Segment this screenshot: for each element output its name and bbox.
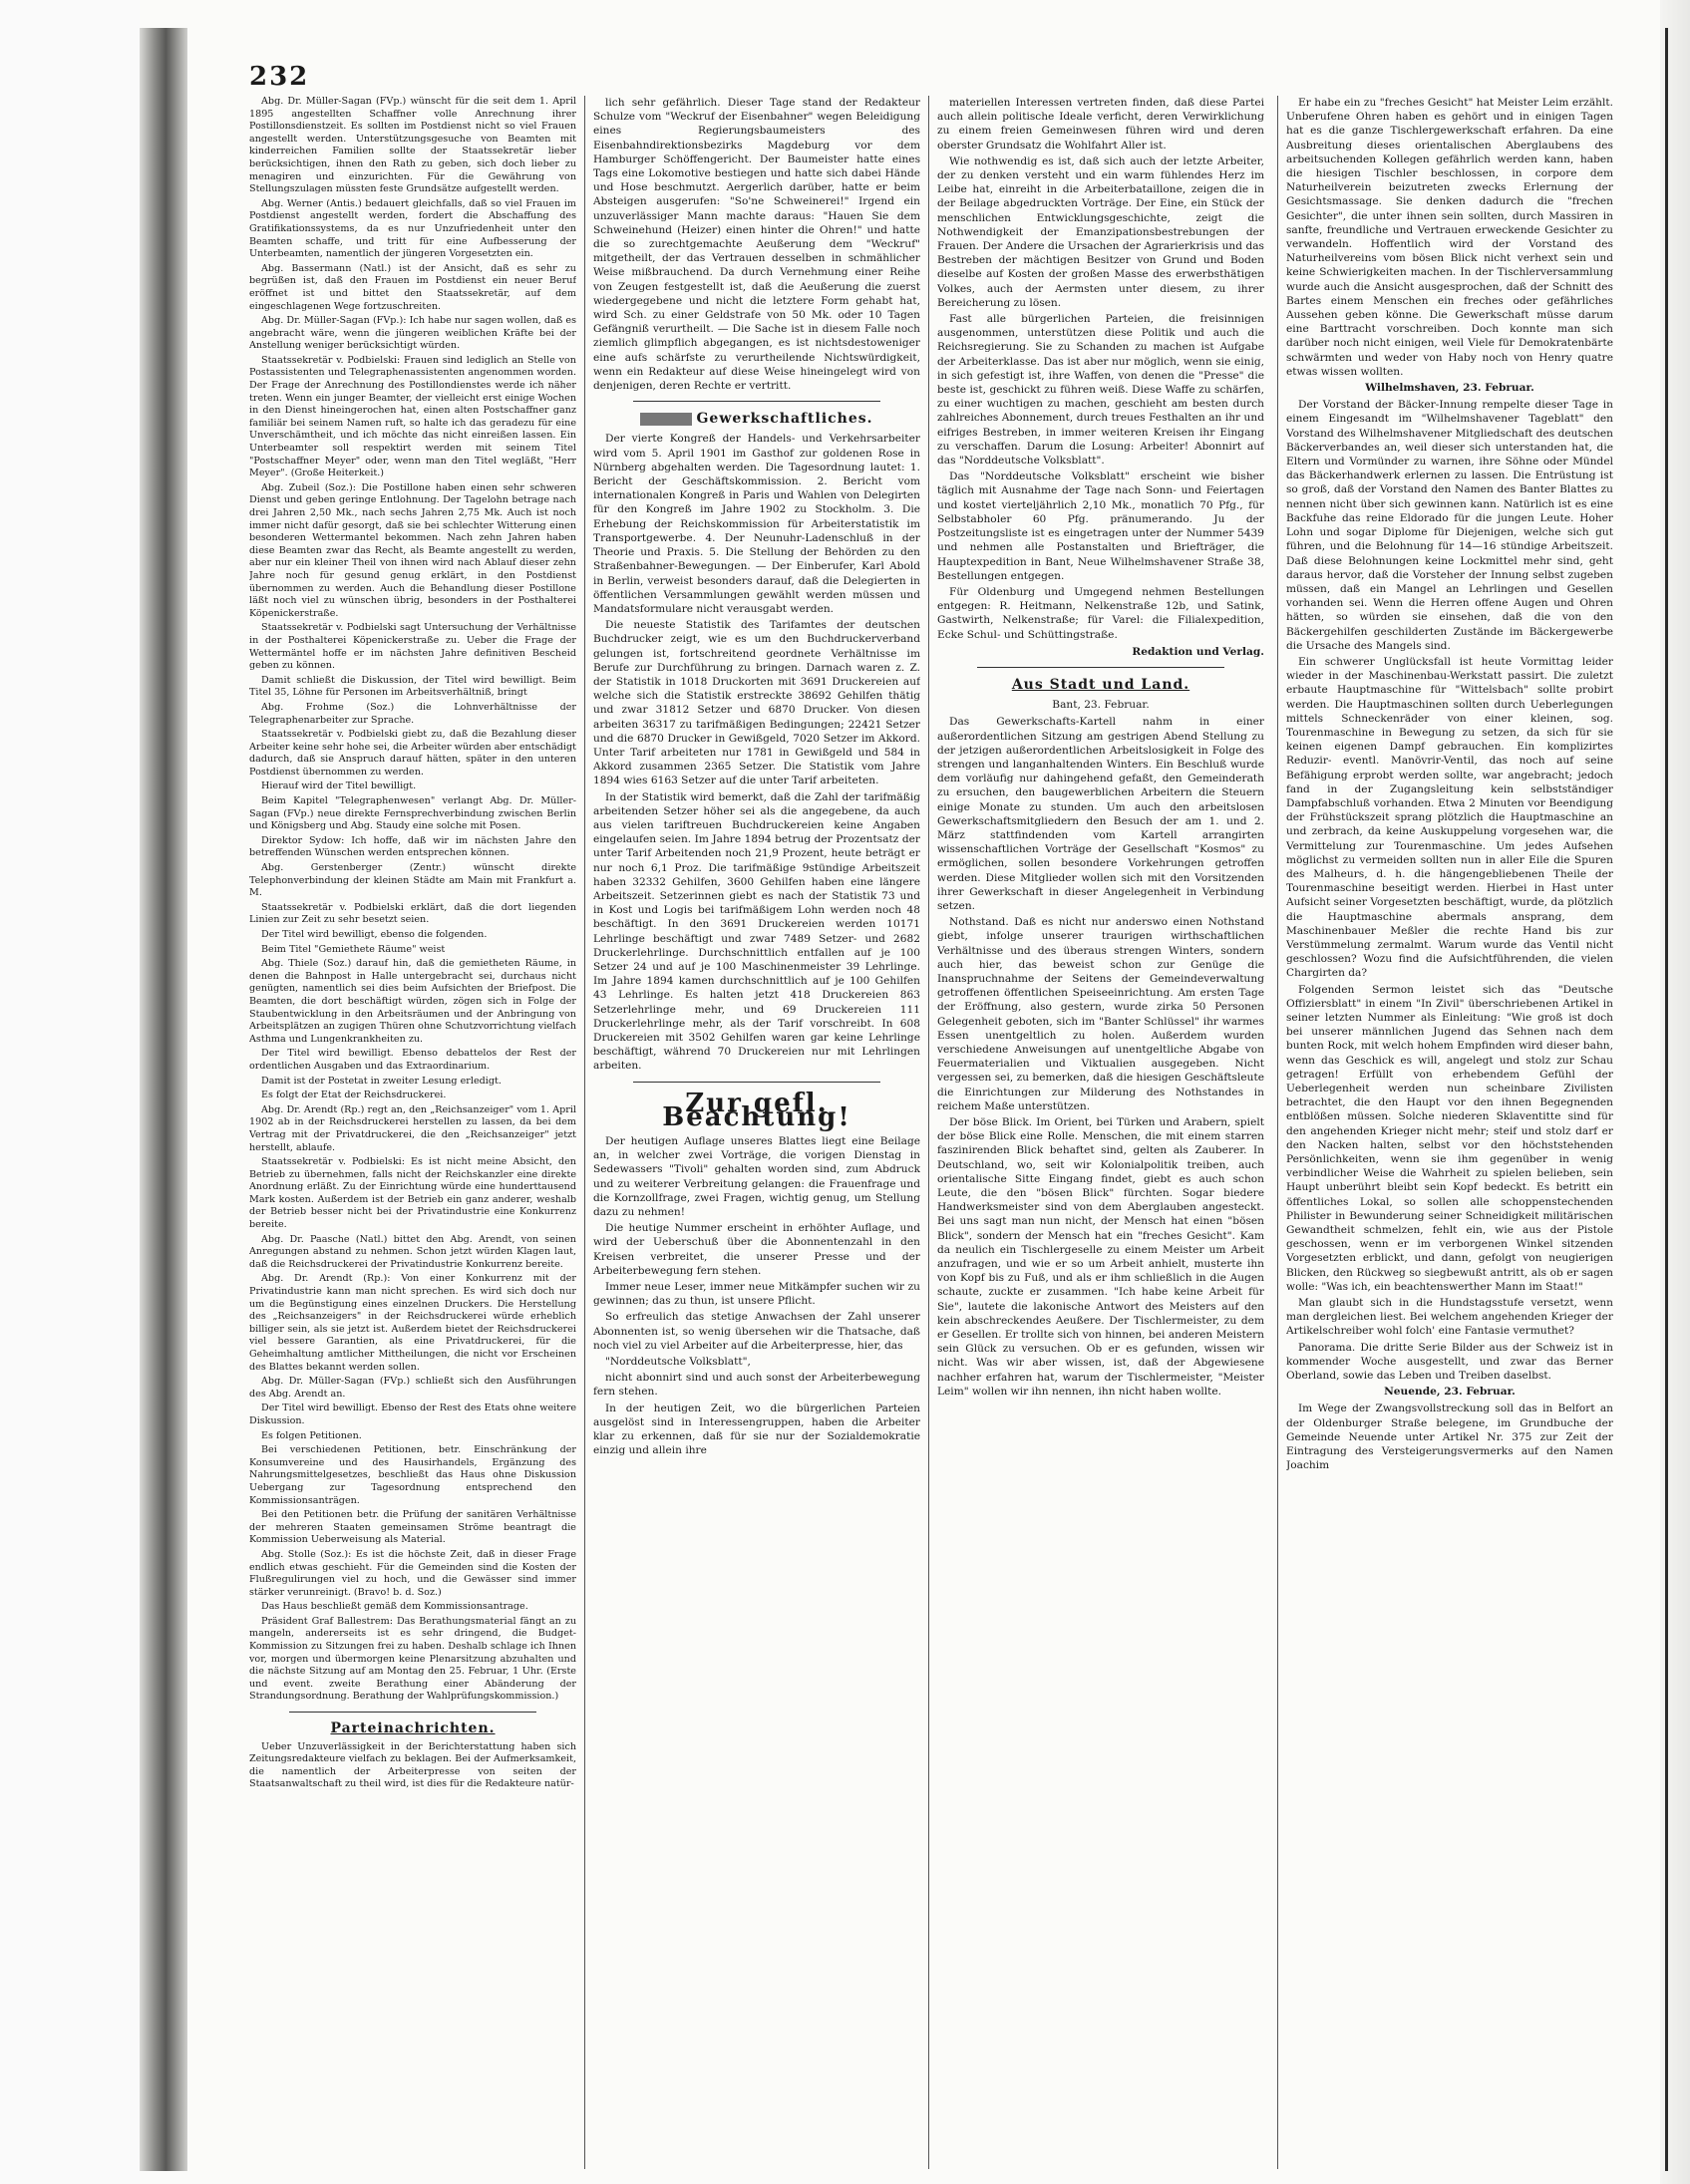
paragraph: In der heutigen Zeit, wo die bürgerlichen Parteien ausgelöst sind in Interessengruppen, haben die Arbeiter klar zu erkennen, daß für sie nur der Sozialdemokratie einzig und allein ihre — [593, 1402, 920, 1457]
paragraph: Der Titel wird bewilligt, ebenso die folgenden. — [261, 929, 488, 940]
notice-text — [593, 1134, 920, 1457]
paragraph: Die heutige Nummer erscheint in erhöhter Auflage, und wird der Ueberschuß über die Abonnentenzahl in den Kreisen verbreitet, die unserer Presse und der Arbeiterbewegung fern stehen. — [593, 1222, 920, 1277]
paragraph: materiellen Interessen vertreten finden, daß diese Partei auch allein politische Ideale verficht, deren Verwirklichung zu einem freien Gemeinwesen führen wird und deren oberster Grundsatz die Wohlfahrt Aller ist. — [937, 97, 1264, 152]
paragraph: Für Oldenburg und Umgegend nehmen Bestellungen entgegen: R. Heitmann, Nelkenstraße 12b, und Satink, Gastwirth, Nelkenstraße; für Varel: die Filialexpedition, Ecke Schul- und Schüttingstraße. — [937, 585, 1264, 641]
union-news-title: Gewerkschaftliches. — [696, 411, 873, 428]
paragraph: "Norddeutsche Volksblatt", — [605, 1356, 751, 1369]
paragraph: Staatssekretär v. Podbielski: Es ist nicht meine Absicht, den Betrieb zu übernehmen, falls nicht der Reichskanzler eine direkte Anordnung erläßt. Zu der Einrichtung würde eine hunderttausend Mark kosten. Außerdem ist der Betrieb ein ganz anderer, weshalb der Betrieb besser nicht bei der Privatindustrie eine Konkurrenz bereite. — [249, 1156, 576, 1231]
section-heading-union-news — [593, 412, 920, 426]
paragraph: Abg. Zubeil (Soz.): Die Postillone haben einen sehr schweren Dienst und geben geringe Entlohnung. Der Tagelohn betrage nach drei Jahren 2,50 Mk., nach sechs Jahren 2,75 Mk. Auch ist noch immer nicht dafür gesorgt, daß sie bei schlechter Witterung einen besonderen Wettermantel bekommen. Nach zehn Jahren haben diese Beamten zwar das Recht, als Beamte angestellt zu werden, aber nur ein kleiner Theil von ihnen wird nach Ablauf dieser zehn Jahre noch für gesund genug erklärt, in den Postdienst übernommen zu werden. Auch die Behandlung dieser Postillone läßt noch viel zu wünschen übrig, besonders in der Posthalterei Köpenickerstraße. — [249, 481, 576, 619]
paragraph: Nothstand. Daß es nicht nur anderswo einen Nothstand giebt, infolge unserer traurigen wirthschaftlichen Verhältnisse und des überaus strengen Winters, sondern auch hier, das beweist schon zur Genüge die Inanspruchnahme der Seitens der Gemeindeverwaltung getroffenen öffentlichen Speiseeinrichtung. Am ersten Tage der Eröffnung, also gestern, wurde zirka 50 Personen Gelegenheit geboten, sich im "Banter Schlüssel" ihr warmes Essen unentgeltlich zu holen. Außerdem wurden verschiedene Anweisungen auf unentgeltliche Abgabe von Feuermaterialien und Viktualien ausgegeben. Nicht vergessen sei, zu bemerken, daß die hiesigen Geschäftsleute die Einrichtungen zur Milderung des Nothstandes in reichem Maße unterstützen. — [937, 916, 1264, 1112]
paragraph: So erfreulich das stetige Anwachsen der Zahl unserer Abonnenten ist, so wenig übersehen wir die Thatsache, daß noch viel zu viel Arbeiter auf die Arbeiterpresse, hier, das — [593, 1311, 920, 1352]
editorial-signature: Redaktion und Verlag. — [1132, 645, 1264, 658]
paragraph: Abg. Dr. Paasche (Natl.) bittet den Abg. Arendt, von seinen Anregungen abstand zu nehmen. Schon jetzt würden Klagen laut, daß die Reichsdruckerei der Privatindustrie Konkurrenz bereite. — [249, 1233, 576, 1270]
paragraph: In der Statistik wird bemerkt, daß die Zahl der tarifmäßig arbeitenden Setzer höher sei als die angegebene, da auch aus vielen tariftreuen Buchdruckereien keine Angaben eingelaufen seien. Im Jahre 1894 betrug der Prozentsatz der unter Tarif Arbeitenden noch 21,9 Prozent, heute beträgt er nur noch 6,1 Proz. Die tarifmäßige 9stündige Arbeitszeit haben 32332 Gehilfen, 3600 Gehilfen haben eine längere Arbeitszeit. Setzerinnen giebt es nach der Statistik 73 und in Kost und Logis bei tarifmäßigem Lohn werden noch 48 beschäftigt. In den 3691 Druckereien werden 10171 Lehrlinge beschäftigt und zwar 7489 Setzer- und 2682 Druckerlehrlinge. Durchschnittlich entfallen auf je 100 Setzer 24 und auf je 100 Maschinenmeister 39 Lehrlinge. Im Jahre 1894 kamen durchschnittlich auf je 100 Gehilfen 43 Lehrlinge. Es halten jetzt 418 Druckereien 863 Setzerlehrlinge mehr, und 69 Druckereien 111 Druckerlehrlinge mehr, als der Tarif vorschreibt. In 608 Druckereien mit 3502 Gehilfen waren gar keine Lehrlinge beschäftigt, während 70 Druckereien nur mit Lehrlingen arbeiten. — [593, 790, 920, 1073]
paragraph: Im Wege der Zwangsvollstreckung soll das in Belfort an der Oldenburger Straße belegene, im Grundbuche der Gemeinde Neuende unter Artikel Nr. 375 zur Zeit der Eintragung des Versteigerungsvermerks auf den Namen Joachim — [1286, 1403, 1613, 1472]
paragraph: Der Vorstand der Bäcker-Innung rempelte dieser Tage in einem Eingesandt im "Wilhelmshavener Tageblatt" den Vorstand des Wilhelmshavener Mitgliedschaft des deutschen Bäckerverbandes an, weil dieser sich unterstanden hat, die Eltern und Vormünder zu warnen, ihre Söhne oder Mündel das Bäckerhandwerk erlernen zu lassen. Die Entrüstung ist so groß, daß der Vorstand den Namen des Banter Blattes zu nennen nicht über sich gewinnen kann. Natürlich ist es eine Backfuhe das reine Eldorado für die jungen Leute. Hoher Lohn und sogar Diplome für Diejenigen, welche sich gut führen, und die Belohnung für 14—16 stündige Arbeitszeit. Daß diese Belohnungen keine Lockmittel mehr sind, geht daraus hervor, daß die Vorsteher der Innung selbst zugeben müssen, daß ein Mangel an Lehrlingen und Gesellen vorhanden sei. Wenn die Herren offene Augen und Ohren hätten, so würden sie einsehen, daß die von den Bäckergehilfen geschilderten Zustände im Bäckergewerbe die Ursache des Mangels sind. — [1286, 399, 1613, 652]
neuende-news-text — [1286, 1402, 1613, 1472]
page-number: 232 — [249, 62, 310, 92]
dateline-neuende: Neuende, 23. Februar. — [1384, 1386, 1516, 1399]
page-margin-left — [0, 0, 140, 2184]
paragraph: Abg. Frohme (Soz.) die Lohnverhältnisse der Telegraphenarbeiter zur Sprache. — [249, 701, 576, 726]
paragraph: Damit schließt die Diskussion, der Titel wird bewilligt. Beim Titel 35, Löhne für Personen im Arbeitsverhältniß, bringt — [249, 674, 576, 699]
column-3 — [937, 96, 1264, 2169]
column-divider — [1277, 96, 1278, 2169]
paragraph: lich sehr gefährlich. Dieser Tage stand der Redakteur Schulze vom "Weckruf der Eisenbahner" wegen Beleidigung eines Regierungsbaumeisters des Eisenbahndirektionsbezirks Magdeburg vor dem Hamburger Schöffengericht. Der Baumeister hatte eines Tags eine Lokomotive bestiegen und hatte sich dabei Hände und Hose beschmutzt. Aergerlich darüber, hatte er beim Absteigen ausgerufen: "So'ne Schweinerei!" Irgend ein unzuverlässiger Mann machte daraus: "Hauen Sie dem Schweinehund (Heizer) einen hinter die Ohren!" und hatte die so zurechtgemachte Aeußerung dem "Weckruf" mitgetheilt, der das Vertrauen desselben in schmählicher Weise mißbrauchend. Da durch Vernehmung einer Reihe von Zeugen festgestellt ist, daß die Aeußerung die zuerst wiedergegebene und nicht die letztere Form gehabt hat, wird Sch. zu einer Geldstrafe von 50 Mk. oder 10 Tagen Gefängniß verurtheilt. — Die Sache ist in diesem Falle noch ziemlich glimpflich abgegangen, es ist nichtsdestoweniger eine aufs schärfste zu verurtheilende Nichtswürdigkeit, wenn ein Redakteur auf diese Weise hineingelegt wird von denjenigen, deren Rechte er vertritt. — [593, 97, 920, 393]
paragraph: Es folgen Petitionen. — [261, 1429, 362, 1441]
party-news-text — [249, 1741, 576, 1791]
paragraph: Abg. Dr. Müller-Sagan (FVp.) wünscht für die seit dem 1. April 1895 angestellten Schaffner volle Anrechnung ihrer Postillonsdienstzeit. Es sollten im Postdienst nicht so viel Frauen angestellt werden. Unterstützungsgesuche von Beamten mit kinderreichen Familien sollte der Staatssekretär lieber berücksichtigen, ihnen den Rath zu geben, sich doch lieber zu menagiren und einzurichten. Für die Gewährung von Stellungszulagen müssten feste Grundsätze aufgestellt werden. — [249, 96, 576, 195]
paragraph: Staatssekretär v. Podbielski sagt Untersuchung der Verhältnisse in der Posthalterei Köpenickerstraße zu. Ueber die Frage der Wettermäntel hoffe er im nächsten Jahre definitiven Bescheid geben zu können. — [249, 622, 576, 672]
paragraph: Es folgt der Etat der Reichsdruckerei. — [261, 1090, 447, 1101]
paragraph: Das Gewerkschafts-Kartell nahm in einer außerordentlichen Sitzung am gestrigen Abend Stellung zu der jetzigen außerordentlichen Arbeitslosigkeit in Folge des strengen und langanhaltenden Winters. Ein Beschluß wurde dem vorläufig nur dahingehend gefaßt, den Gemeinderath zu ersuchen, den baugewerblichen Arbeitern die Steuern einige Monate zu stunden. Um auch den arbeitslosen Gewerkschaftsmitgliedern den Besuch der am 1. und 2. März stattfindenden vom Kartell arrangirten wissenschaftlichen Vorträge der Gesellschaft "Kosmos" zu ermöglichen, sollen besondere Vorkehrungen getroffen werden. Diese Mitglieder wollen sich mit den Vorsitzenden ihrer Gewerkschaft in dieser Angelegenheit in Verbindung setzen. — [937, 716, 1264, 912]
column-divider — [584, 96, 585, 2169]
paragraph: nicht abonnirt sind und auch sonst der Arbeiterbewegung fern stehen. — [593, 1372, 920, 1399]
paragraph: Staatssekretär v. Podbielski: Frauen sind lediglich an Stelle von Postassistenten und Telegraphenassistenten angenommen worden. Der Frage der Anrechnung des Postillondienstes werde ich näher treten. Wenn ein junger Beamter, der vielleicht erst einige Wochen in den Dienst hineingerochen hat, einen alten Postschaffner ganz familiär bei seinem Namen ruft, so halte ich das geradezu für eine Unverschämtheit, und ich möchte das nicht einreißen lassen. Ein Unterbeamter soll respektirt werden mit seinem Titel "Postschaffner Meyer" oder, wenn man den Titel wegläßt, "Herr Meyer". (Große Heiterkeit.) — [249, 354, 576, 479]
paragraph: Immer neue Leser, immer neue Mitkämpfer suchen wir zu gewinnen; das zu thun, ist unsere Pflicht. — [593, 1281, 920, 1308]
column-4 — [1286, 96, 1613, 2169]
paragraph: Staatssekretär v. Podbielski erklärt, daß die dort liegenden Linien zur Zeit zu sehr besetzt seien. — [249, 901, 576, 926]
paragraph: Ein schwerer Unglücksfall ist heute Vormittag leider wieder in der Maschinenbau-Werkstatt passirt. Die zuletzt erbaute Hauptmaschine für "Wittelsbach" sollte probirt werden. Die Hauptmaschinen sollten durch Ueberlegungen mittels Schneckenräder von einer kleinen, sog. Tourenmaschine in Bewegung zu setzen, da sich für sie keinen eigenen Dampf gebrauchen. Ein komplizirtes Reduzir- eventl. Manövrir-Ventil, das noch auf seine Befähigung erprobt werden sollte, war angebracht; jedoch fand in der Zugangsleitung kein selbstständiger Dampfabschluß vorhanden. Etwa 2 Minuten vor Beendigung der Frühstückszeit sprang plötzlich die Hauptmaschine an und zerbrach, da keine Auskuppelung vorgesehen war, die Vermittelung zur Tourenmaschine. Um jedes Aufsehen möglichst zu vermeiden sollten nun in aller Eile die Spuren des Malheurs, d. h. die hängengebliebenen Theile der Tourenmaschine beseitigt werden. Hierbei in Hast unter Aufsicht seiner Vorgesetzten beschäftigt, wurde, da plötzlich die Hauptmaschine abermals ansprang, dem Maschinenbauer Meßler die rechte Hand bis zur Verstümmelung zermalmt. Warum wurde das Ventil nicht geschlossen? Wozu find die Aufsichtführenden, die vielen Chargirten da? — [1286, 655, 1613, 980]
paragraph: Bei verschiedenen Petitionen, betr. Einschränkung der Konsumvereine und des Hausirhandels, Ergänzung des Nahrungsmittelgesetzes, beschließt das Haus ohne Diskussion Uebergang zur Tagesordnung entsprechend den Kommissionsanträgen. — [249, 1444, 576, 1506]
paragraph: Abg. Dr. Arendt (Rp.) regt an, den „Reichsanzeiger" vom 1. April 1902 ab in der Reichsdruckerei herstellen zu lassen, da bei dem Vertrag mit der Privatdruckerei, die den „Reichsanzeiger" jetzt herstellt, ablaufe. — [249, 1103, 576, 1153]
column-2 — [593, 96, 920, 2169]
paragraph: Damit ist der Postetat in zweiter Lesung erledigt. — [261, 1075, 502, 1087]
paragraph: Der heutigen Auflage unseres Blattes liegt eine Beilage an, in welcher zwei Vorträge, die vorigen Dienstag in Sedewassers "Tivoli" gehalten worden sind, zum Abdruck und zu weiterer Verbreitung gelangen: die Frauenfrage und die Kornzollfrage, zwei Fragen, wichtig genug, um Stellung dazu zu nehmen! — [593, 1135, 920, 1219]
section-rule — [633, 401, 880, 402]
paragraph: Hierauf wird der Titel bewilligt. — [261, 780, 417, 792]
paragraph: Direktor Sydow: Ich hoffe, daß wir im nächsten Jahre den betreffenden Wünschen werden entsprechen können. — [249, 834, 576, 859]
paragraph: Das Haus beschließt gemäß dem Kommissionsantrage. — [261, 1601, 528, 1613]
notice-continued — [937, 96, 1264, 642]
local-news-continued — [1286, 96, 1613, 379]
paragraph: Abg. Bassermann (Natl.) ist der Ansicht, daß es sehr zu begrüßen ist, daß den Frauen im Postdienst ein neuer Beruf eröffnet ist und bittet den Staatssekretär, auf dem eingeschlagenen Wege fortzuschreiten. — [249, 262, 576, 312]
local-news-text — [937, 715, 1264, 1399]
column-divider — [928, 96, 929, 2169]
paragraph: Abg. Werner (Antis.) bedauert gleichfalls, daß so viel Frauen im Postdienst angestellt werden, fordert die Abschaffung des Gratifikationssystems, da es nur Unzufriedenheit unter den Beamten schaffe, und tritt für eine Aufbesserung der Unterbeamten, namentlich der jüngeren Vorgesetzten ein. — [249, 197, 576, 260]
paragraph: Er habe ein zu "freches Gesicht" hat Meister Leim erzählt. Unberufene Ohren haben es gehört und in einigen Tagen hat es die ganze Tischlergewerkschaft erfahren. Da eine Ausbreitung dieses orientalischen Aberglaubens des arbeitsuchenden Kollegen gefährlich werden kann, haben die hiesigen Tischler beschlossen, in corpore dem Naturheilverein beizutreten zwecks Erlernung der Gesichtsmassage. Sie denken dadurch die "frechen Gesichter", die unter ihnen sein sollten, durch Massiren in sanfte, freundliche und Vertrauen erweckende Gesichter zu verwandeln. Hoffentlich wird der Vorstand des Naturheilvereins vom bösen Blick nicht verhext sein und keine Schwierigkeiten machen. In der Tischlerversammlung wurde auch die Ansicht ausgesprochen, daß der Schnitt des Bartes einem Menschen ein freches oder gefährliches Aussehen geben könne. Die Gewerkschaft müsse darum eine Barttracht vorschreiben. Doch konnte man sich darüber noch nicht einigen, weil Viele für Demokratenbärte schwärmten und weder von Haby noch von Henry quatre etwas wissen wollten. — [1286, 97, 1613, 378]
paragraph: Der Titel wird bewilligt. Ebenso debattelos der Rest der ordentlichen Ausgaben und das Extraordinarium. — [249, 1048, 576, 1072]
section-heading-local-news: Aus Stadt und Land. — [1011, 676, 1190, 693]
print-smudge — [640, 413, 692, 426]
paragraph: Staatssekretär v. Podbielski giebt zu, daß die Bezahlung dieser Arbeiter keine sehr hohe sei, die Arbeiter würden aber entschädigt dadurch, daß sie Anspruch darauf hätten, später in den unteren Postdienst übernommen zu werden. — [249, 729, 576, 778]
section-rule — [977, 667, 1224, 668]
notice-heading: Zur gefl. Beachtung! — [662, 1088, 851, 1132]
paragraph: Beim Titel "Gemiethete Räume" weist — [261, 943, 446, 955]
paragraph: Man glaubt sich in die Hundstagsstufe versetzt, wenn man dergleichen liest. Bei welchem angehenden Krieger der Artikelschreiber wohl folch' eine Fantasie vermuthet? — [1286, 1297, 1613, 1338]
paragraph: Bei den Petitionen betr. die Prüfung der sanitären Verhältnisse der mehreren Staaten gemeinsamen Ströme beantragt die Kommission Ueberweisung als Material. — [249, 1509, 576, 1546]
dateline-bant: Bant, 23. Februar. — [1052, 699, 1150, 712]
paragraph: Der Titel wird bewilligt. Ebenso der Rest des Etats ohne weitere Diskussion. — [249, 1403, 576, 1426]
paragraph: Wie nothwendig es ist, daß sich auch der letzte Arbeiter, der zu denken versteht und ein warm fühlendes Herz im Leibe hat, einreiht in die Arbeiterbataillone, zeigen die in der Beilage abgedruckten Vorträge. Der Eine, ein Stück der menschlichen Entwicklungsgeschichte, zeigt die Nothwendigkeit der Emanzipationsbestrebungen der Frauen. Der Andere die Ursachen der Agrarierkrisis und das Bestreben der mächtigen Besitzer von Grund und Boden dieselbe auf Kosten der großen Masse des erwerbsthätigen Volkes, auch der Aermsten unter diesem, zu ihrer Bereicherung zu lösen. — [937, 155, 1264, 309]
section-rule — [289, 1712, 536, 1713]
paragraph: Präsident Graf Ballestrem: Das Berathungsmaterial fängt an zu mangeln, andererseits ist es sehr dringend, die Budget-Kommission zu Sitzungen frei zu haben. Deshalb schlage ich Ihnen vor, morgen und übermorgen keine Plenarsitzung abzuhalten und die nächste Sitzung auf am Montag den 25. Februar, 1 Uhr. (Erste und event. zweite Berathung einer Abänderung der Strandungsordnung. Berathung der Wahlprüfungskommission.) — [249, 1615, 576, 1703]
paragraph: Ueber Unzuverlässigkeit in der Berichterstattung haben sich Zeitungsredakteure vielfach zu beklagen. Bei der Aufmerksamkeit, die namentlich der Arbeiterpresse von seiten der Staatsanwaltschaft zu theil wird, ist dies für die Redakteure natür- — [249, 1740, 576, 1790]
paragraph: Abg. Gerstenberger (Zentr.) wünscht direkte Telephonverbindung der kleinen Städte am Main mit Frankfurt a. M. — [249, 862, 576, 899]
paragraph: Abg. Thiele (Soz.) darauf hin, daß die gemietheten Räume, in denen die Bahnpost in Halle untergebracht sei, durchaus nicht genügten, namentlich sei dies beim Aufsichten der Briefpost. Die Beamten, die dort beschäftigt würden, zögen sich in Folge der Staubentwicklung in den Arbeitsräumen und der Anbringung von Arbeitsplätzen an zugigen Thüren ohne Schutzvorrichtung vielfach Asthma und Lungenkrankheiten zu. — [249, 958, 576, 1045]
section-rule — [633, 1082, 880, 1083]
paragraph: Abg. Dr. Müller-Sagan (FVp.): Ich habe nur sagen wollen, daß es angebracht wäre, wenn die jüngeren weiblichen Kräfte bei der Anstellung weniger berücksichtigt würden. — [249, 315, 576, 352]
paragraph: Abg. Stolle (Soz.): Es ist die höchste Zeit, daß in dieser Frage endlich etwas geschieht. Für die Gemeinden sind die Kosten der Flußregulirungen viel zu hoch, und die Gewässer sind immer stärker verunreinigt. (Bravo! b. d. Soz.) — [249, 1548, 576, 1598]
dateline-wilhelmshaven: Wilhelmshaven, 23. Februar. — [1365, 382, 1534, 395]
paragraph: Der vierte Kongreß der Handels- und Verkehrsarbeiter wird vom 5. April 1901 im Gasthof zur goldenen Rose in Nürnberg abgehalten werden. Die Tagesordnung lautet: 1. Bericht der Geschäftskommission. 2. Bericht vom internationalen Kongreß in Paris und Wahlen von Delegirten für den Kongreß im Jahre 1902 zu Stockholm. 3. Die Erhebung der Reichskommission für Arbeiterstatistik im Transportgewerbe. 4. Der Neunuhr-Ladenschluß in der Theorie und Praxis. 5. Die Stellung der Behörden zu den Straßenbahner-Bewegungen. — Der Einberufer, Karl Abold in Berlin, verweist besonders darauf, daß die Delegierten in öffentlichen Versammlungen gewählt werden müssen und Mandatsformulare nicht verausgabt werden. — [593, 433, 920, 615]
paragraph: Folgenden Sermon leistet sich das "Deutsche Offiziersblatt" in einem "In Zivil" überschriebenen Artikel in seiner letzten Nummer als Einleitung: "Wie groß ist doch bei unserer männlichen Jugend das Sehnen nach dem bunten Rock, mit welch hohem Empfinden wird dieser bahn, wenn das Geschick es will, angelegt und stolz zur Schau getragen! Erfüllt von erhebendem Gefühl der Ueberlegenheit werden nun scheinbare Zivilisten betrachtet, die den Haupt vor den ihnen Begegnenden entblößen müssen. Solche niederen Sklaventitte sind für den angehenden Krieger nicht mehr; steif und stolz darf er den Nacken halten, selbst vor den höchststehenden Persönlichkeiten, wenn sie ihm gegenüber in wenig verbindlicher Weise die Wahrheit zu spielen belieben, sein Haupt unberührt bleibt sein Kopf bedeckt. Es betritt ein öffentliches Lokal, so sollen alle schoppenstechenden Philister in Bewunderung seiner Schneidigkeit militärischen Gewandtheit schmelzen, fehlt ein, wie aus der Pistole geschossen, wenn er im verborgenen Winkel sitzenden Vorgesetzten erblickt, und dann, gefolgt von neugierigen Blicken, den Rückweg so siegbewußt antritt, als ob er sagen wolle: "Was ich, ein beachtenswerther Mann im Staat!" — [1286, 983, 1613, 1293]
paragraph: Fast alle bürgerlichen Parteien, die freisinnigen ausgenommen, unterstützen diese Politik und auch die Reichsregierung. Sie zu Schanden zu machen ist Aufgabe der Arbeiterklasse. Das ist aber nur möglich, wenn sie einig, in sich gefestigt ist, ihre Waffen, von denen die "Presse" die beste ist, geschickt zu führen weiß. Diese Waffe zu schärfen, zu einer wuchtigen zu machen, geschieht am besten durch zahlreiches Abonnement, durch treues Festhalten an ihr und eifriges Bestreben, in immer weiteren Kreisen ihr Eingang zu verschaffen. Darum die Losung: Arbeiter! Abonnirt auf das "Norddeutsche Volksblatt". — [937, 313, 1264, 468]
paragraph: Panorama. Die dritte Serie Bilder aus der Schweiz ist in kommender Woche ausgestellt, und zwar das Berner Oberland, sowie das Leben und Treiben daselbst. — [1286, 1341, 1613, 1383]
page-edge-line — [1665, 28, 1668, 2171]
paragraph: Beim Kapitel "Telegraphenwesen" verlangt Abg. Dr. Müller-Sagan (FVp.) neue direkte Fernsprechverbindung zwischen Berlin und Königsberg und Abg. Staudy eine solche mit Posen. — [249, 795, 576, 832]
book-binding — [140, 28, 187, 2171]
paragraph: Der böse Blick. Im Orient, bei Türken und Arabern, spielt der böse Blick eine Rolle. Menschen, die mit einem starren faszinirenden Blick behaftet sind, gelten als Zauberer. In Deutschland, wo, seit wir Kolonialpolitik treiben, auch orientalische Sitte Eingang findet, giebt es auch schon Leute, die den "bösen Blick" fürchten. Sogar biedere Handwerksmeister sind von dem Aberglauben angesteckt. Bei uns sagt man nun nicht, der Mensch hat einen "bösen Blick", sondern der Mensch hat ein "freches Gesicht". Kam da neulich ein Tischlergeselle zu einem Meister um Arbeit anzufragen, und wie er so um Arbeit anhielt, musterte ihn von Kopf bis zu Fuß, und als er ihm schließlich in die Augen schaute, zuckte er zusammen. "Ich habe keine Arbeit für Sie", lautete die lakonische Antwort des Meisters auf den kein abschreckendes Aeußere. Der Tischlermeister, zu dem er Gesellen. Er trollte sich von hinnen, bei anderen Meistern sein Glück zu versuchen. Ob er es gefunden, wissen wir nicht. Was wir aber wissen, ist, daß der Abgewiesene nachher erfahren hat, warum der Tischlermeister, "Meister Leim" wollen wir ihn nennen, ihn nicht haben wollte. — [937, 1116, 1264, 1398]
paragraph: Abg. Dr. Müller-Sagan (FVp.) schließt sich den Ausführungen des Abg. Arendt an. — [249, 1376, 576, 1400]
union-news-text — [593, 432, 920, 1073]
wilhelmshaven-news-text — [1286, 398, 1613, 1383]
paragraph: Die neueste Statistik des Tarifamtes der deutschen Buchdrucker zeigt, wie es um den Buchdruckerverband gelungen ist, fortschreitend geordnete Verhältnisse im Berufe zur Durchführung zu bringen. Darnach waren z. Z. der Statistik in 1018 Druckorten mit 3691 Druckereien auf welche sich die Statistik erstreckte 38692 Gehilfen thätig und zwar 31812 Setzer und 6870 Drucker. Von diesen arbeiten 36317 zu tarifmäßigen Bedingungen; 22421 Setzer und die 6870 Drucker in Gewißgeld, 7020 Setzer im Akkord. Unter Tarif arbeiteten nur 1781 in Gewißgeld und 584 in Akkord zusammen 2365 Setzer. Die Statistik vom Jahre 1894 wies 6163 Setzer auf die unter Tarif arbeiteten. — [593, 619, 920, 787]
paragraph: Das "Norddeutsche Volksblatt" erscheint wie bisher täglich mit Ausnahme der Tage nach Sonn- und Feiertagen und kostet vierteljährlich 2,10 Mk., monatlich 70 Pfg., für Selbstabholer 60 Pfg. pränumerando. Ju der Postzeitungsliste ist es eingetragen unter der Nummer 5439 und nehmen alle Postanstalten und Briefträger, die Hauptexpedition in Bant, Neue Wilhelmshavener Straße 38, Bestellungen entgegen. — [937, 470, 1264, 582]
column-1 — [249, 96, 576, 2169]
parliament-report — [249, 96, 576, 1704]
section-heading-party-news: Parteinachrichten. — [330, 1720, 496, 1737]
paragraph: Abg. Dr. Arendt (Rp.): Von einer Konkurrenz mit der Privatindustrie kann man nicht sprechen. Es wird sich doch nur um die Begünstigung eines einzelnen Druckers. Die Herstellung des „Reichsanzeigers" in der Reichsdruckerei würde erheblich billiger sein, als sie jetzt ist. Außerdem bietet der Reichsdruckerei viel bessere Garantien, als eine Privatdruckerei, für die Geheimhaltung amtlicher Mittheilungen, die nicht vor Erscheinen des Blattes bekannt werden sollen. — [249, 1273, 576, 1373]
party-news-continued — [593, 96, 920, 393]
